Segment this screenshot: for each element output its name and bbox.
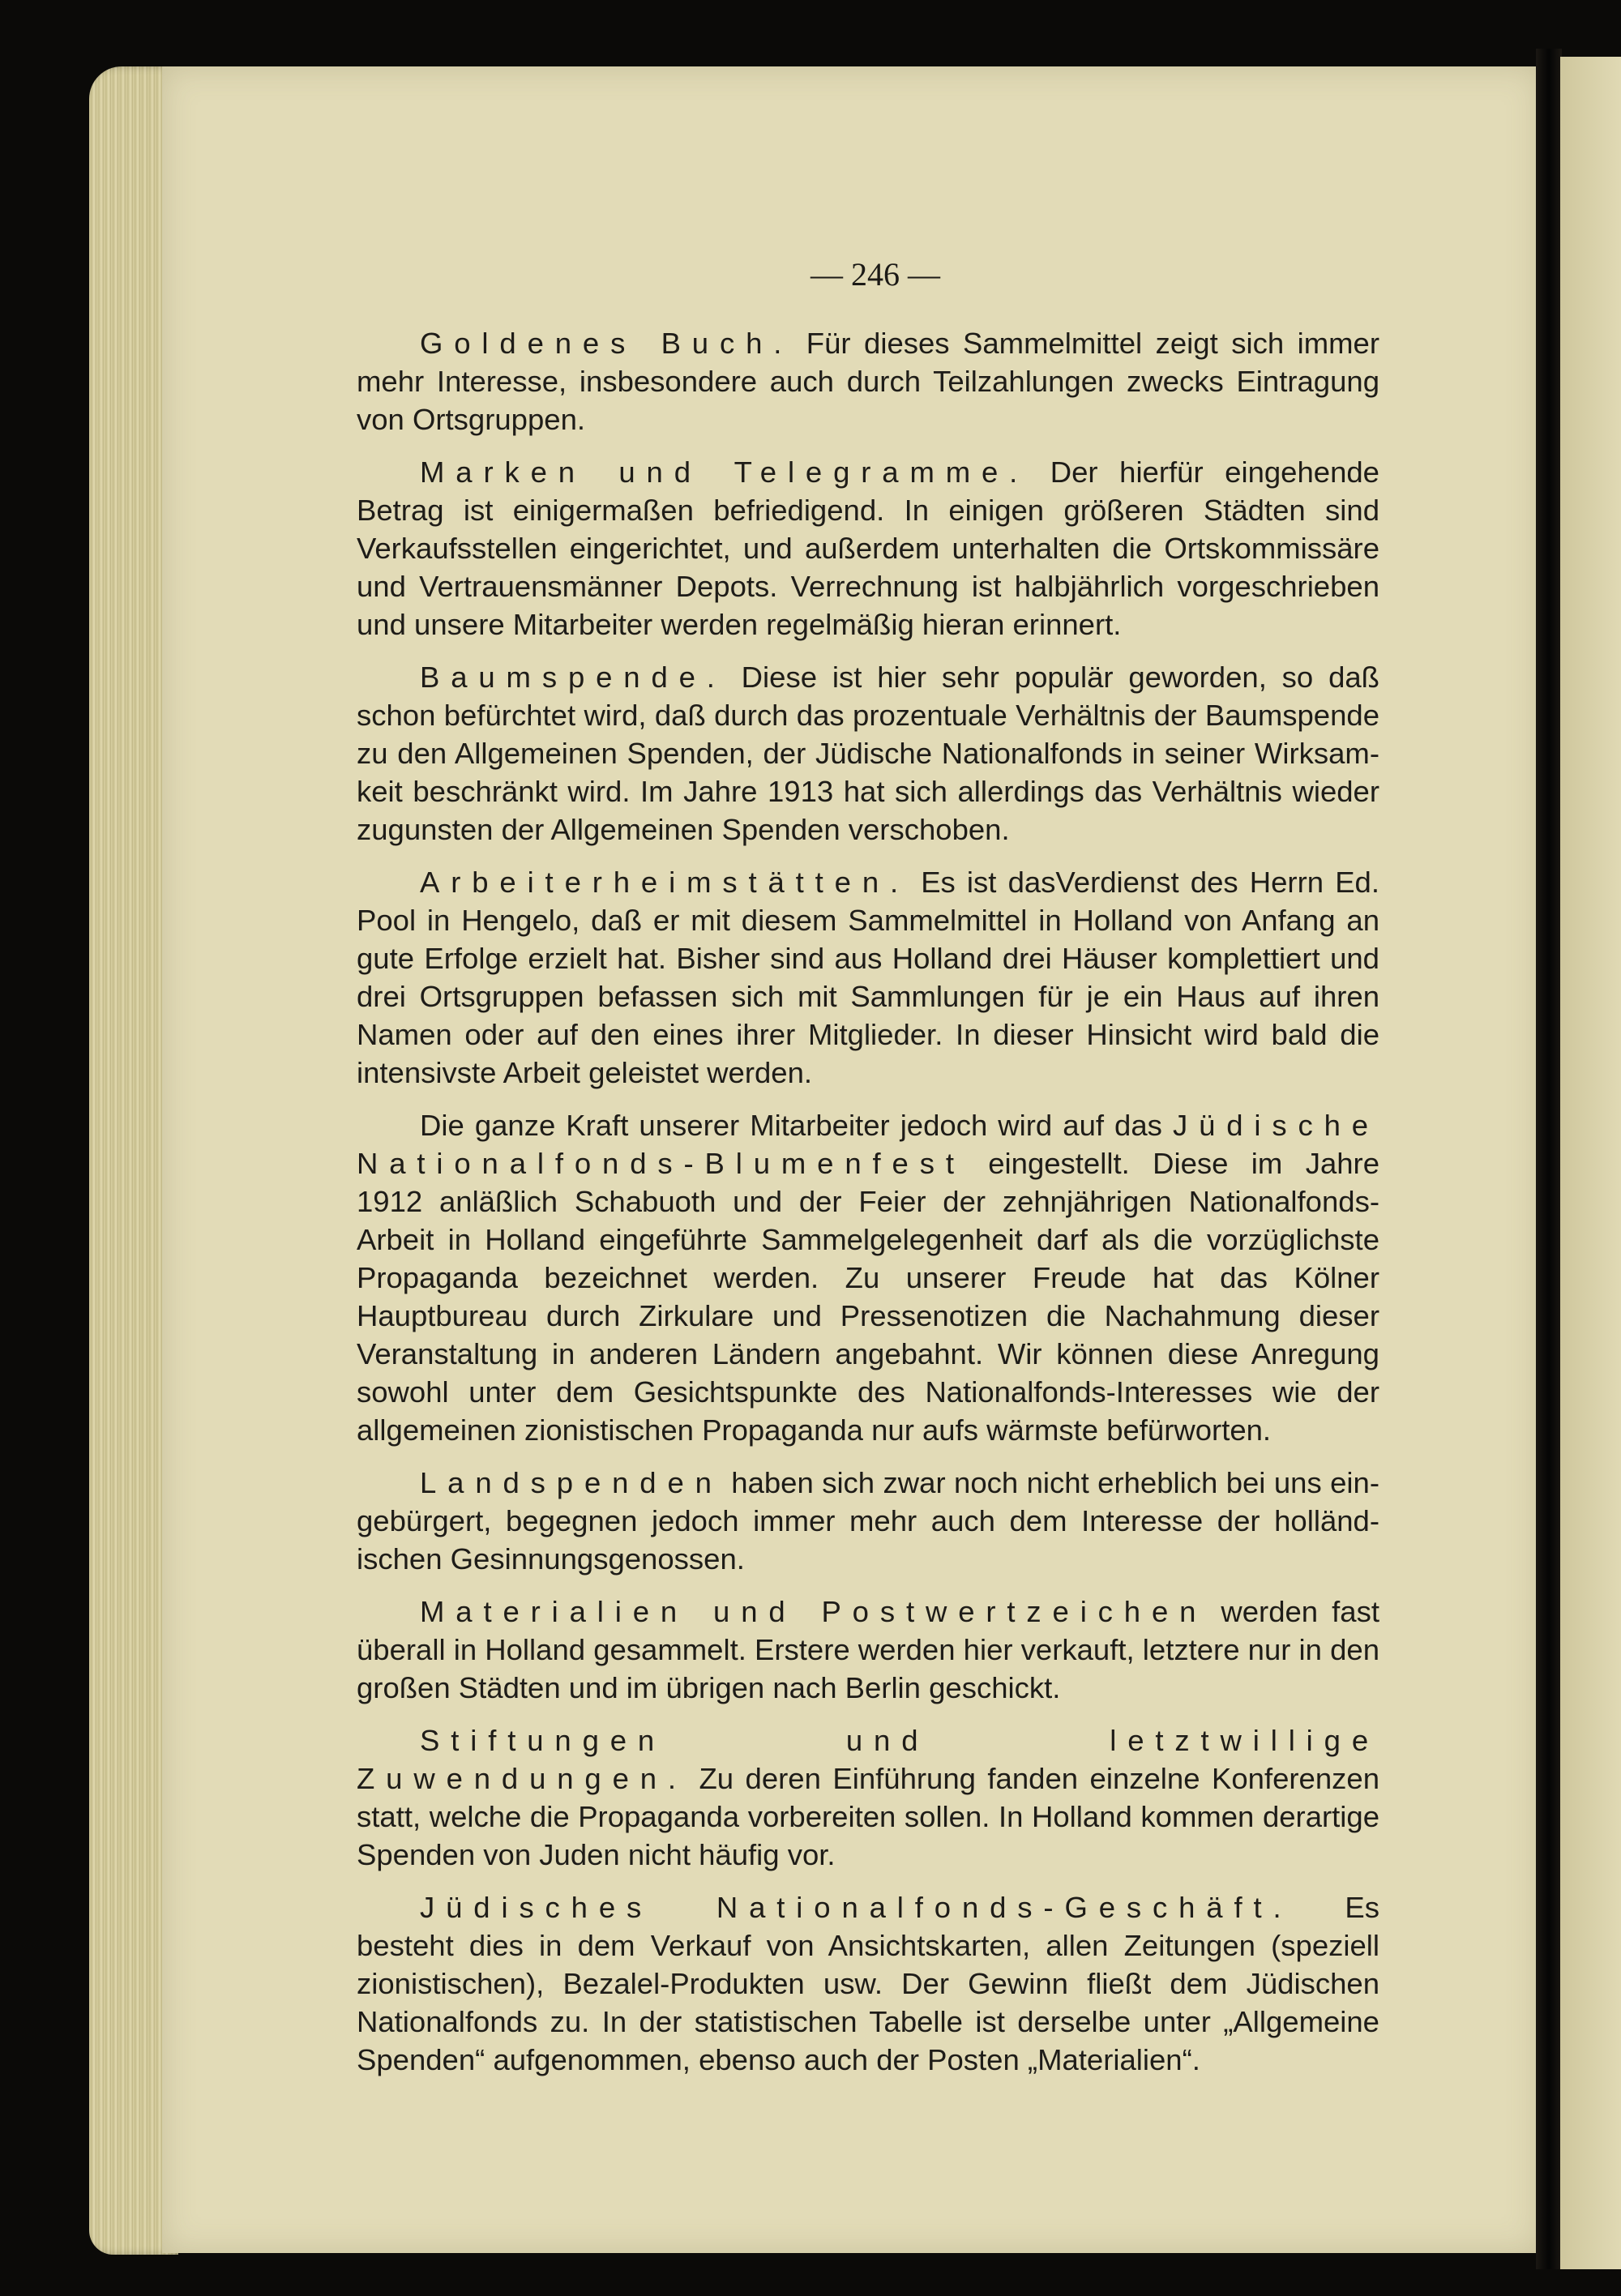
paragraph-geschaeft xyxy=(357,1888,1379,2079)
paragraph-lead: Die ganze Kraft unserer Mitarbeiter jedoch wird auf das xyxy=(420,1109,1162,1142)
paragraph-text: Zu deren Einführung fanden einzelne Konferenzen statt, welche die Propaganda vorbereiten sollen. In Holland kommen derartige Spenden von Juden nicht häufig vor. xyxy=(357,1762,1379,1871)
paragraph-text: Diese ist hier sehr populär geworden, so daß schon befürchtet wird, daß durch das prozentuale Verhältnis der Baumspende zu den Allgemeinen Spenden, der Jüdische Nationalfonds in seiner Wirksamkeit beschränkt wird. Im Jahre 1913 hat sich allerdings das Verhältnis wieder zugunsten der Allgemeinen Spenden verschoben. xyxy=(357,661,1379,846)
paragraph-heading: Landspenden xyxy=(420,1466,723,1499)
paragraph-heading: Stiftungen und letztwillige Zuwendungen. xyxy=(357,1724,1379,1795)
paragraph-materialien xyxy=(357,1593,1379,1707)
paragraph-text: eingestellt. Diese im Jahre 1912 anläßlich Schabuoth und der Feier der zehnjährigen Nationalfonds-Arbeit in Holland eingeführte Sammelgelegenheit darf als die vorzüglichste Propaganda bezeichnet werden. Zu unserer Freude hat das Kölner Hauptbureau durch Zirkulare und Pressenotizen die Nachahmung dieser Veranstaltung in anderen Ländern angebahnt. Wir können diese Anregung sowohl unter dem Gesichtspunkte des Nationalfonds-Interesses wie der allgemeinen zionistischen Propaganda nur aufs wärmste befürworten. xyxy=(357,1147,1379,1447)
paragraph-marken xyxy=(357,453,1379,643)
paragraph-heading: Goldenes Buch. xyxy=(420,327,793,360)
paragraph-text: Es ist dasVerdienst des Herrn Ed. Pool in Hengelo, daß er mit diesem Sammelmittel in Holland von Anfang an gute Erfolge erzielt hat. Bisher sind aus Holland drei Häuser komplettiert und drei Ortsgruppen befassen sich mit Sammlungen für je ein Haus auf ihren Namen oder auf den eines ihrer Mitglieder. In dieser Hinsicht wird bald die intensivste Arbeit geleistet werden. xyxy=(357,866,1379,1089)
paragraph-text: haben sich zwar noch nicht erheblich bei uns eingebürgert, begegnen jedoch immer mehr auch dem Interesse der holländischen Gesinnungsgenossen. xyxy=(357,1466,1379,1576)
paragraph-heading: Arbeiterheimstätten. xyxy=(420,866,910,899)
paragraph-heading: Baumspende. xyxy=(420,661,726,694)
paragraph-blumenfest xyxy=(357,1106,1379,1449)
paragraph-arbeiterheimstaetten xyxy=(357,863,1379,1092)
paragraph-landspenden xyxy=(357,1464,1379,1578)
paragraph-text: Für dieses Sammelmittel zeigt sich immer mehr Interesse, insbesondere auch durch Teilzahlungen zwecks Eintragung von Ortsgruppen. xyxy=(357,327,1379,436)
paragraph-baumspende xyxy=(357,658,1379,849)
page-number: — 246 — xyxy=(810,256,940,293)
paragraph-text: Der hierfür eingehende Betrag ist einigermaßen befriedigend. In einigen größeren Städten sind Verkaufsstellen eingerichtet, und außerdem unterhalten die Ortskommissäre und Vertrauensmänner Depots. Verrechnung ist halbjährlich vorgeschrieben und unsere Mitarbeiter werden regelmäßig hieran erinnert. xyxy=(357,455,1379,641)
paragraph-heading: Materialien und Postwertzeichen xyxy=(420,1595,1208,1628)
paragraph-text: Es besteht dies in dem Verkauf von Ansichtskarten, allen Zeitungen (speziell zionistischen), Bezalel-Produkten usw. Der Gewinn fließt dem Jüdischen Nationalfonds zu. In der statistischen Tabelle ist derselbe unter „Allgemeine Spenden“ aufgenommen, ebenso auch der Posten „Materialien“. xyxy=(357,1891,1379,2076)
paragraph-heading: Marken und Telegramme. xyxy=(420,455,1029,489)
book-gutter xyxy=(1536,49,1562,2269)
paragraph-heading: Jüdisches Nationalfonds-Geschäft. xyxy=(420,1891,1293,1924)
paragraph-heading: Jüdische Nationalfonds-Blumenfest xyxy=(357,1109,1379,1180)
paragraph-text: werden fast überall in Holland gesammelt. Erstere werden hier verkauft, letztere nur in den großen Städten und im übrigen nach Berlin geschickt. xyxy=(357,1595,1379,1704)
facing-page-edge xyxy=(1560,57,1621,2269)
paragraph-goldenes-buch xyxy=(357,324,1379,438)
body-text xyxy=(357,324,1379,2093)
paragraph-stiftungen xyxy=(357,1721,1379,1874)
